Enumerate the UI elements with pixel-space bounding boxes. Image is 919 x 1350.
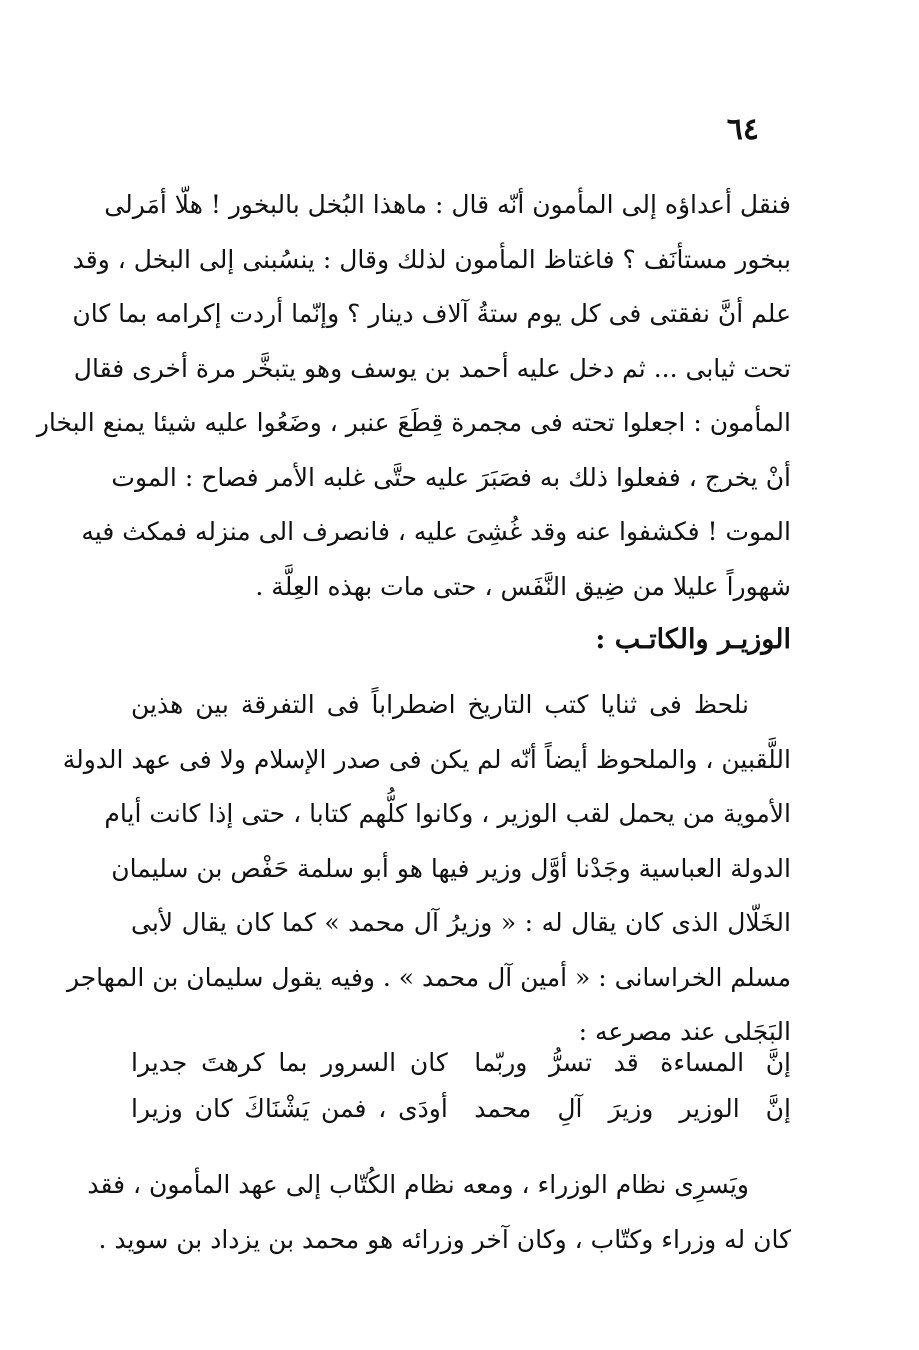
text-line: الموت ! فكشفوا عنه وقد غُشِىَ عليه ، فانصرف الى منزله فمكث فيه — [81, 517, 791, 546]
text-line: ببخور مستأنَف ؟ فاغتاظ المأمون لذلك وقال : ينسُبنى إلى البخل ، وقد — [72, 244, 791, 274]
poem — [131, 1040, 791, 1132]
text-line: المأمون : اجعلوا تحته فى مجمرة قِطَعَ عنبر ، وضَعُوا عليه شيئا يمنع البخار — [36, 408, 791, 437]
text-line: اللَّقبين ، والملحوظ أيضاً أنّه لم يكن فى صدر الإسلام ولا فى عهد الدولة — [62, 744, 791, 774]
text-line: البَجَلى عند مصرعه : — [578, 1017, 791, 1046]
text-line: علم أنَّ نفقتى فى كل يوم ستةُ آلاف دينار ؟ وإنّما أردت إكرامه بما كان — [72, 299, 791, 328]
text-line: كان له وزراء وكتّاب ، وكان آخر وزرائه هو محمد بن يزداد بن سويد . — [98, 1224, 791, 1254]
paragraph-1 — [36, 178, 791, 614]
verse-first-hemistich: إنَّ المساءة قد تسرُّ وربّما — [474, 1048, 791, 1077]
text-line: نلحظ فى ثنايا كتب التاريخ اضطراباً فى التفرقة بين هذين — [131, 690, 749, 719]
text-line: ويَسرِى نظام الوزراء ، ومعه نظام الكُتّاب إلى عهد المأمون ، فقد — [87, 1170, 749, 1199]
paragraph-3 — [87, 1158, 791, 1267]
verse-second-hemistich: أودَى ، فمن يَشْنَاكَ كان وزيرا — [131, 1094, 448, 1123]
text-line: الخَلّال الذى كان يقال له : « وزيرُ آل محمد » كما كان يقال لأبى — [131, 908, 791, 937]
text-line: مسلم الخراسانى : « أمين آل محمد » . وفيه يقول سليمان بن المهاجر — [66, 962, 791, 992]
poem-verse — [131, 1086, 791, 1132]
text-line: الدولة العباسية وجَدْنا أوَّل وزير فيها هو أبو سلمة حَفْص بن سليمان — [111, 853, 791, 883]
text-line: شهوراً عليلا من ضِيق النَّفَس ، حتى مات بهذه العِلَّة . — [255, 571, 791, 601]
text-line: الأموية من يحمل لقب الوزير ، وكانوا كلُّهم كتابا ، حتى إذا كانت أيام — [104, 799, 791, 828]
poem-verse — [131, 1040, 791, 1086]
page-number: ٦٤ — [726, 112, 759, 147]
section-heading: الوزيـر والكاتـب : — [595, 624, 791, 655]
verse-second-hemistich: كان السرور بما كرهتَ جديرا — [131, 1048, 448, 1077]
text-line: فنقل أعداؤه إلى المأمون أنّه قال : ماهذا البُخل بالبخور ! هلّا أمَرلى — [104, 190, 791, 219]
text-line: أنْ يخرج ، ففعلوا ذلك به فصَبَرَ عليه حتَّى غلبه الأمر فصاح : الموت — [111, 462, 791, 492]
text-line: تحت ثيابى ... ثم دخل عليه أحمد بن يوسف وهو يتبخَّر مرة أخرى فقال — [73, 353, 791, 383]
paragraph-2 — [62, 678, 791, 1060]
verse-first-hemistich: إنَّ الوزير وزيرَ آلِ محمد — [474, 1094, 791, 1123]
